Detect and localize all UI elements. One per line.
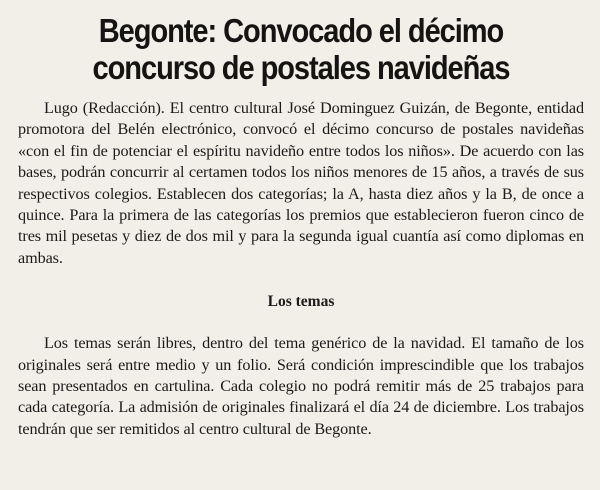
article-paragraph-2: Los temas serán libres, dentro del tema genérico de la navidad. El tamaño de los originales será entre medio y un folio. Será condición imprescindible que los trabajos sean presentados en cartulina. Cada colegio no podrá remitir más de 25 trabajos para cada categoría. La admisión de originales finalizará el día 24 de diciembre. Los trabajos tendrán que ser remitidos al centro cultural de Begonte. [18, 334, 584, 438]
section-subhead: Los temas [267, 293, 335, 311]
article-paragraph-1: Lugo (Redacción). El centro cultural José Dominguez Guizán, de Begonte, entidad promotora del Belén electrónico, convocó el décimo concurso de postales navideñas «con el fin de potenciar el espíritu navideño entre todos los niños». De acuerdo con las bases, podrán concurrir al certamen todos los niños menores de 15 años, a través de sus respectivos colegios. Establecen dos categorías; la A, hasta diez años y la B, de once a quince. Para la primera de las categorías los premios que establecieron fueron cinco de tres mil pesetas y diez de dos mil y para la segunda igual cuantía así como diplomas en ambas. [18, 99, 584, 267]
article-headline: Begonte: Convocado el décimo concurso de postales navideñas [92, 12, 510, 86]
